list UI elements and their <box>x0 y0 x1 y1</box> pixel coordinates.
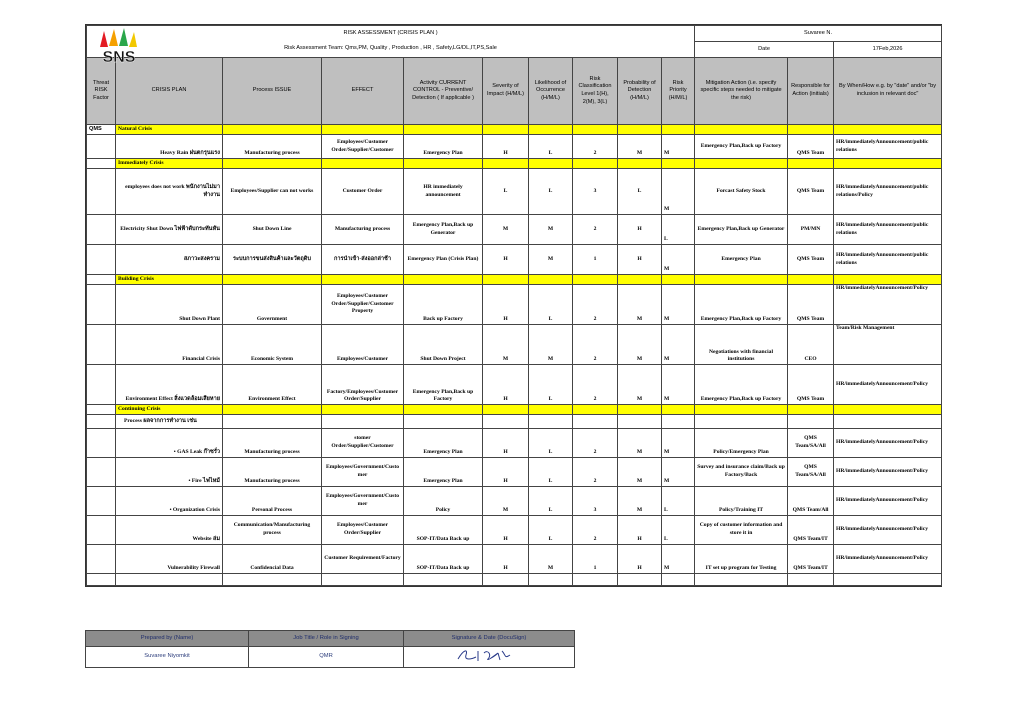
cell-likelihood: L <box>529 429 573 458</box>
cell-process: Manufacturing process <box>223 135 322 159</box>
cell-responsible: QMS Team <box>788 169 834 215</box>
cell-mitigation: Negotiations with financial institutions <box>695 325 788 365</box>
section-building <box>87 275 942 285</box>
cell-activity: Shut Down Project <box>404 325 483 365</box>
cell-class: 2 <box>573 365 618 405</box>
cell-priority: L <box>662 487 695 516</box>
cell-process: Environment Effect <box>223 365 322 405</box>
cell-responsible: QMS Team/SA/All <box>788 458 834 487</box>
col-responsible: Responsible for Action (initials) <box>788 58 834 125</box>
cell-when: HR/immediatelyAnnouncement/Policy <box>834 365 942 405</box>
svg-text:SNS: SNS <box>102 49 136 66</box>
cell-effect: stomer Order/Supplier/Customer <box>322 429 404 458</box>
cell-severity: M <box>483 325 529 365</box>
table-row <box>87 574 942 586</box>
cell-detection: L <box>618 169 662 215</box>
cell-likelihood: L <box>529 169 573 215</box>
qms-label: QMS <box>87 125 116 135</box>
cell-when: Team/Risk Management <box>834 325 942 365</box>
logo-graphic <box>92 27 146 67</box>
cell-plan: Environment Effect สิ่งแวดล้อมเสียหาย <box>116 365 223 405</box>
table-row <box>87 325 942 365</box>
cell-mitigation: Forcast Safety Stock <box>695 169 788 215</box>
cell-mitigation: Emergency Plan,Back up Factory <box>695 135 788 159</box>
cell-mitigation: Policy/Training IT <box>695 487 788 516</box>
cell-class: 2 <box>573 285 618 325</box>
cell-activity: HR immediately announcement <box>404 169 483 215</box>
cell-severity: H <box>483 285 529 325</box>
cell-process: Employees/Supplier can not works <box>223 169 322 215</box>
col-process-issue: Process ISSUE <box>223 58 322 125</box>
cell-activity: Emergency Plan,Back up Factory <box>404 365 483 405</box>
cell-activity: SOP-IT/Data Back up <box>404 545 483 574</box>
cell-priority: M <box>662 169 695 215</box>
cell-priority: M <box>662 325 695 365</box>
cell-class: 2 <box>573 135 618 159</box>
assessment-team: Risk Assessment Team: Qms,PM, Quality , Production , HR , Safety,LG/DL,IT,PS,Sale <box>87 42 695 58</box>
cell-severity: L <box>483 169 529 215</box>
table-row <box>87 245 942 275</box>
cell-mitigation: Survey and insurance claim/Back up Factory/Back <box>695 458 788 487</box>
cell-plan: Heavy Rain ฝนตกรุนแรง <box>116 135 223 159</box>
signature-field[interactable] <box>404 647 575 668</box>
table-row <box>87 429 942 458</box>
cell-class: 3 <box>573 487 618 516</box>
cell-activity: Emergency Plan (Crisis Plan) <box>404 245 483 275</box>
cell-severity: H <box>483 429 529 458</box>
cell-when: HR/immediatelyAnnouncement/public relations <box>834 215 942 245</box>
cell-effect: Manufacturing process <box>322 215 404 245</box>
cell-priority: M <box>662 545 695 574</box>
cell-detection: H <box>618 516 662 545</box>
report-title: RISK ASSESSMENT (CRISIS PLAN ) <box>87 26 695 42</box>
cell-mitigation: IT set up program for Testing <box>695 545 788 574</box>
cell-plan: • GAS Leak ก๊าซรั่ว <box>116 429 223 458</box>
cell-when: HR/immediatelyAnnouncement/Policy <box>834 429 942 458</box>
cell-detection: H <box>618 215 662 245</box>
cell-responsible: CEO <box>788 325 834 365</box>
col-severity: Severity of Impact (H/M/L) <box>483 58 529 125</box>
cell-responsible: QMS Team <box>788 135 834 159</box>
cell-effect: Customer Requirement/Factory <box>322 545 404 574</box>
cell-effect: Factory/Employees/Customer Order/Supplier <box>322 365 404 405</box>
table-row <box>87 487 942 516</box>
cell-detection: M <box>618 365 662 405</box>
cell-plan: Website ล่ม <box>116 516 223 545</box>
cell-responsible: QMS Team <box>788 285 834 325</box>
col-effect: EFFECT <box>322 58 404 125</box>
cell-when: HR/immediatelyAnnouncement/public relations <box>834 135 942 159</box>
cell-class: 2 <box>573 215 618 245</box>
col-when: By When/How e.g. by "date" and/or "by inclusion in relevant doc" <box>834 58 942 125</box>
cell-priority: M <box>662 429 695 458</box>
cell-when: HR/immediatelyAnnouncement/Policy <box>834 516 942 545</box>
cell-detection: M <box>618 429 662 458</box>
cell-plan: • Fire ไฟไหม้ <box>116 458 223 487</box>
cell-class: 3 <box>573 169 618 215</box>
cell-priority: M <box>662 365 695 405</box>
cell-likelihood: L <box>529 458 573 487</box>
section-natural <box>87 125 942 135</box>
cell-mitigation: Policy/Emergency Plan <box>695 429 788 458</box>
cell-responsible: QMS Team/SA/All <box>788 429 834 458</box>
cell-class: 2 <box>573 516 618 545</box>
cell-process: Economic System <box>223 325 322 365</box>
company-logo <box>92 27 146 67</box>
job-title-label: Job Title / Role in Signing <box>249 631 404 647</box>
cell-likelihood: L <box>529 135 573 159</box>
cell-activity: Policy <box>404 487 483 516</box>
col-detection: Probability of Detection (H/M/L) <box>618 58 662 125</box>
cell-process: Government <box>223 285 322 325</box>
cell-priority: M <box>662 458 695 487</box>
cell-responsible: QMS Team/All <box>788 487 834 516</box>
cell-effect: Employees/Government/Customer <box>322 487 404 516</box>
cell-likelihood: L <box>529 285 573 325</box>
signature-scribble <box>454 647 524 663</box>
cell-effect: Employees/Customer <box>322 325 404 365</box>
cell-plan: employees does not work พนักงานไม่มาทำงาน <box>116 169 223 215</box>
cell-class: 2 <box>573 325 618 365</box>
section-label: Building Crisis <box>116 275 223 285</box>
cell-detection: M <box>618 458 662 487</box>
cell-effect: Employees/Customer Order/Supplier <box>322 516 404 545</box>
cell-responsible: QMS Team/IT <box>788 516 834 545</box>
cell-when: HR/immediatelyAnnouncement/Policy <box>834 285 942 325</box>
table-row <box>87 285 942 325</box>
cell-class: 1 <box>573 245 618 275</box>
cell-responsible: QMS Team/IT <box>788 545 834 574</box>
prepared-by-label: Prepared by (Name) <box>86 631 249 647</box>
cell-responsible: PM/MN <box>788 215 834 245</box>
cell-process: ระบบการขนส่งสินค้าและวัตถุดิบ <box>223 245 322 275</box>
cell-priority: M <box>662 245 695 275</box>
cell-plan: Process ผลจากการทำงาน เช่น <box>116 415 223 429</box>
cell-priority: L <box>662 516 695 545</box>
signature-label: Signature & Date (DocuSign) <box>404 631 575 647</box>
assessor-name: Suvaree N. <box>695 26 942 42</box>
cell-severity: M <box>483 215 529 245</box>
cell-likelihood: M <box>529 215 573 245</box>
cell-process: Confidencial Data <box>223 545 322 574</box>
cell-activity: Emergency Plan <box>404 458 483 487</box>
cell-detection: H <box>618 545 662 574</box>
col-risk-class: Risk Classification Level 1(H), 2(M), 3(L) <box>573 58 618 125</box>
cell-priority: M <box>662 135 695 159</box>
cell-activity: Emergency Plan <box>404 135 483 159</box>
table-row <box>87 545 942 574</box>
cell-responsible: QMS Team <box>788 245 834 275</box>
cell-when: HR/immediatelyAnnouncement/public relations/Policy <box>834 169 942 215</box>
cell-mitigation: Emergency Plan,Back up Generator <box>695 215 788 245</box>
cell-mitigation: Emergency Plan,Back up Factory <box>695 285 788 325</box>
cell-likelihood: M <box>529 545 573 574</box>
cell-effect: การนำเข้า-ส่งออกล่าช้า <box>322 245 404 275</box>
cell-effect: Customer Order <box>322 169 404 215</box>
cell-detection: H <box>618 245 662 275</box>
col-crisis-plan: CRISIS PLAN <box>116 58 223 125</box>
table-row <box>87 135 942 159</box>
col-likelihood: Likelihood of Occurrence (H/M/L) <box>529 58 573 125</box>
col-activity: Activity CURRENT CONTROL - Preventive/ Detection ( If applicable ) <box>404 58 483 125</box>
signature-block <box>85 630 574 668</box>
cell-likelihood: M <box>529 245 573 275</box>
cell-when: HR/immediatelyAnnouncement/Policy <box>834 458 942 487</box>
cell-class: 1 <box>573 545 618 574</box>
cell-mitigation: Emergency Plan,Back up Factory <box>695 365 788 405</box>
date-value: 17Feb,2026 <box>834 42 942 58</box>
cell-plan: Shut Down Plant <box>116 285 223 325</box>
date-label: Date <box>695 42 834 58</box>
cell-mitigation: Copy of customer information and store it in <box>695 516 788 545</box>
cell-severity: H <box>483 516 529 545</box>
cell-process: Communication/Manufacturing process <box>223 516 322 545</box>
cell-when: HR/immediatelyAnnouncement/public relations <box>834 245 942 275</box>
cell-activity: Emergency Plan <box>404 429 483 458</box>
cell-severity: H <box>483 135 529 159</box>
cell-plan: Electricity Shut Down ไฟฟ้าดับกระทันหัน <box>116 215 223 245</box>
cell-activity: Back up Factory <box>404 285 483 325</box>
cell-activity: SOP-IT/Data Back up <box>404 516 483 545</box>
cell-severity: M <box>483 487 529 516</box>
cell-mitigation: Emergency Plan <box>695 245 788 275</box>
table-row <box>87 215 942 245</box>
risk-table <box>86 25 942 586</box>
section-label: Continuing Crisis <box>116 405 223 415</box>
cell-plan: Financial Crisis <box>116 325 223 365</box>
section-label: Immediately Crisis <box>116 159 223 169</box>
cell-detection: M <box>618 135 662 159</box>
section-immediately <box>87 159 942 169</box>
cell-when: HR/immediatelyAnnouncement/Policy <box>834 545 942 574</box>
cell-likelihood: L <box>529 516 573 545</box>
section-label: Natural Crisis <box>116 125 223 135</box>
col-priority: Risk Priority (H/M/L) <box>662 58 695 125</box>
cell-priority: M <box>662 285 695 325</box>
cell-likelihood: L <box>529 487 573 516</box>
cell-severity: H <box>483 545 529 574</box>
cell-detection: M <box>618 325 662 365</box>
cell-priority: L <box>662 215 695 245</box>
cell-class: 2 <box>573 458 618 487</box>
prepared-by-value: Suvaree Niyomkit <box>86 647 249 668</box>
cell-severity: H <box>483 365 529 405</box>
cell-detection: M <box>618 487 662 516</box>
cell-severity: H <box>483 458 529 487</box>
cell-likelihood: M <box>529 325 573 365</box>
table-row <box>87 365 942 405</box>
cell-process: Manufacturing process <box>223 429 322 458</box>
cell-likelihood: L <box>529 365 573 405</box>
cell-severity: H <box>483 245 529 275</box>
cell-effect: Employees/Customer Order/Supplier/Customer Property <box>322 285 404 325</box>
column-header-row <box>87 58 942 125</box>
cell-class: 2 <box>573 429 618 458</box>
cell-process: Shut Down Line <box>223 215 322 245</box>
table-row <box>87 516 942 545</box>
cell-detection: M <box>618 285 662 325</box>
table-row <box>87 415 942 429</box>
table-row <box>87 169 942 215</box>
cell-activity: Emergency Plan,Back up Generator <box>404 215 483 245</box>
cell-process: Manufacturing process <box>223 458 322 487</box>
risk-assessment-sheet <box>85 24 942 587</box>
cell-responsible: QMS Team <box>788 365 834 405</box>
cell-process: Personal Process <box>223 487 322 516</box>
cell-plan: • Organization Crisis <box>116 487 223 516</box>
cell-effect: Employees/Government/Customer <box>322 458 404 487</box>
cell-effect: Employees/Customer Order/Supplier/Customer <box>322 135 404 159</box>
job-title-value: QMR <box>249 647 404 668</box>
cell-plan: สภาวะสงคราม <box>116 245 223 275</box>
cell-plan: Vulnerability Firewall <box>116 545 223 574</box>
col-threat: Threat RISK Factor <box>87 58 116 125</box>
section-continuing <box>87 405 942 415</box>
cell-when: HR/immediatelyAnnouncement/Policy <box>834 487 942 516</box>
table-row <box>87 458 942 487</box>
col-mitigation: Mitigation Action (i.e. specify specific steps needed to mitigate the risk) <box>695 58 788 125</box>
